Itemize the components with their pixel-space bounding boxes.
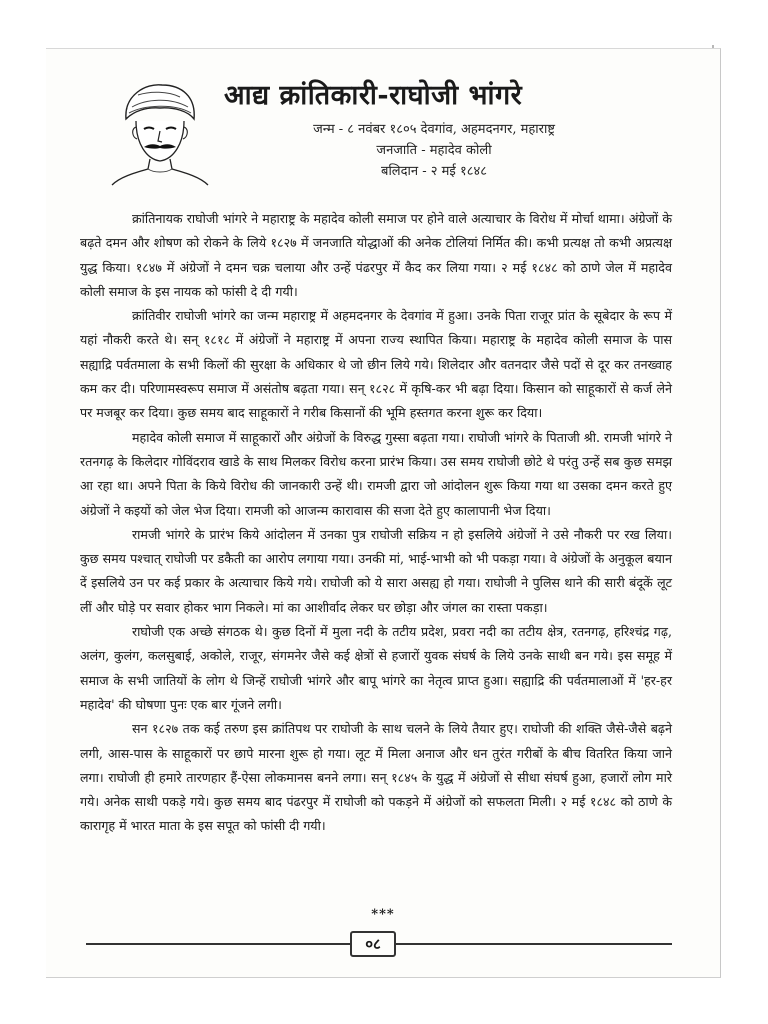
paragraph: राघोजी एक अच्छे संगठक थे। कुछ दिनों में मुला नदी के तटीय प्रदेश, प्रवरा नदी का तटीय क्षेत्र, रतनगढ़, हरिश्चंद्र गढ़, अलंग, कुलंग, कलसुबाई, अकोले, राजूर, संगमनेर जैसे कई क्षेत्रों से हजारों युवक संघर्ष के लिये उनके साथी बन गये। इस समूह में समाज के सभी जातियों के लोग थे जिन्हें राघोजी भांगरे और बापू भांगरे का नेतृत्व प्राप्त हुआ। सह्याद्रि की पर्वतमालाओं में 'हर-हर महादेव' की घोषणा पुनः एक बार गूंजने लगी। [80,624,672,712]
tribe-info: जनजाति - महादेव कोली [376,143,492,158]
section-separator: *** [371,907,395,922]
page-number: ०८ [350,931,396,957]
portrait-sketch [104,77,214,187]
article-body [80,207,672,839]
document-title: आद्य क्रांतिकारी-राघोजी भांगरे [224,80,523,111]
birth-info: जन्म - ८ नवंबर १८०५ देवगांव, अहमदनगर, महाराष्ट्र [313,122,555,137]
sacrifice-info: बलिदान - २ मई १८४८ [381,164,487,179]
document-page [46,48,721,978]
paragraph: महादेव कोली समाज में साहूकारों और अंग्रेजों के विरुद्ध गुस्सा बढ़ता गया। राघोजी भांगरे के पिताजी श्री. रामजी भांगरे ने रतनगढ़ के किलेदार गोविंदराव खाडे के साथ मिलकर विरोध करना प्रारंभ किया। उस समय राघोजी छोटे थे परंतु उन्हें सब कुछ समझ आ रहा था। अपने पिता के किये विरोध की जानकारी उन्हें थी। रामजी द्वारा जो आंदोलन शुरू किया गया था उसका दमन करते हुए अंग्रेजों ने कइयों को जेल भेज दिया। रामजी को आजन्म कारावास की सजा देते हुए कालापानी भेज दिया। [80,429,672,518]
paragraph: क्रांतिवीर राघोजी भांगरे का जन्म महाराष्ट्र में अहमदनगर के देवगांव में हुआ। उनके पिता राजूर प्रांत के सूबेदार के रूप में यहां नौकरी करते थे। सन् १८१८ में अंग्रेजों ने महाराष्ट्र में अपना राज्य स्थापित किया। महाराष्ट्र के महादेव कोली समाज के पास सह्याद्रि पर्वतमाला के सभी किलों की सुरक्षा के अधिकार थे जो छीन लिये गये। शिलेदार और वतनदार जैसे पदों से दूर कर तनख्वाह कम कर दी। परिणामस्वरूप समाज में असंतोष बढ़ता गया। सन् १८२८ में कृषि-कर भी बढ़ा दिया। किसान को साहूकारों से कर्ज लेने पर मजबूर कर दिया। कुछ समय बाद साहूकारों ने गरीब किसानों की भूमि हस्तगत करना शुरू कर दिया। [80,308,672,421]
paragraph: रामजी भांगरे के प्रारंभ किये आंदोलन में उनका पुत्र राघोजी सक्रिय न हो इसलिये अंग्रेजों ने उसे नौकरी पर रख लिया। कुछ समय पश्चात् राघोजी पर डकैती का आरोप लगाया गया। उनकी मां, भाई-भाभी को भी पकड़ा गया। वे अंग्रेजों के अनुकूल बयान दें इसलिये उन पर कई प्रकार के अत्याचार किये गये। राघोजी को ये सारा असह्य हो गया। राघोजी ने पुलिस थाने की सारी बंदूकें लूट लीं और घोड़े पर सवार होकर भाग निकले। मां का आशीर्वाद लेकर घर छोड़ा और जंगल का रास्ता पकड़ा। [80,526,672,615]
paragraph: सन १८२७ तक कई तरुण इस क्रांतिपथ पर राघोजी के साथ चलने के लिये तैयार हुए। राघोजी की शक्ति जैसे-जैसे बढ़ने लगी, आस-पास के साहूकारों पर छापे मारना शुरू हो गया। लूट में मिला अनाज और धन तुरंत गरीबों के बीच वितरित किया जाने लगा। राघोजी ही हमारे तारणहार हैं-ऐसा लोकमानस बनने लगा। सन् १८४५ के युद्ध में अंग्रेजों से सीधा संघर्ष हुआ, हजारों लोग मारे गये। अनेक साथी पकड़े गये। कुछ समय बाद पंढरपुर में राघोजी को पकड़ने में अंग्रेजों को सफलता मिली। २ मई १८४८ को ठाणे के कारागृह में भारत माता के इस सपूत को फांसी दी गयी। [80,721,672,834]
paragraph: क्रांतिनायक राघोजी भांगरे ने महाराष्ट्र के महादेव कोली समाज पर होने वाले अत्याचार के विरोध में मोर्चा थामा। अंग्रेजों के बढ़ते दमन और शोषण को रोकने के लिये १८२७ में जनजाति योद्धाओं की अनेक टोलियां निर्मित की। कभी प्रत्यक्ष तो कभी अप्रत्यक्ष युद्ध किया। १८४७ में अंग्रेजों ने दमन चक्र चलाया और उन्हें पंढरपुर में कैद कर लिया गया। २ मई १८४८ को ठाणे जेल में महादेव कोली समाज के इस नायक को फांसी दे दी गयी। [80,211,672,299]
